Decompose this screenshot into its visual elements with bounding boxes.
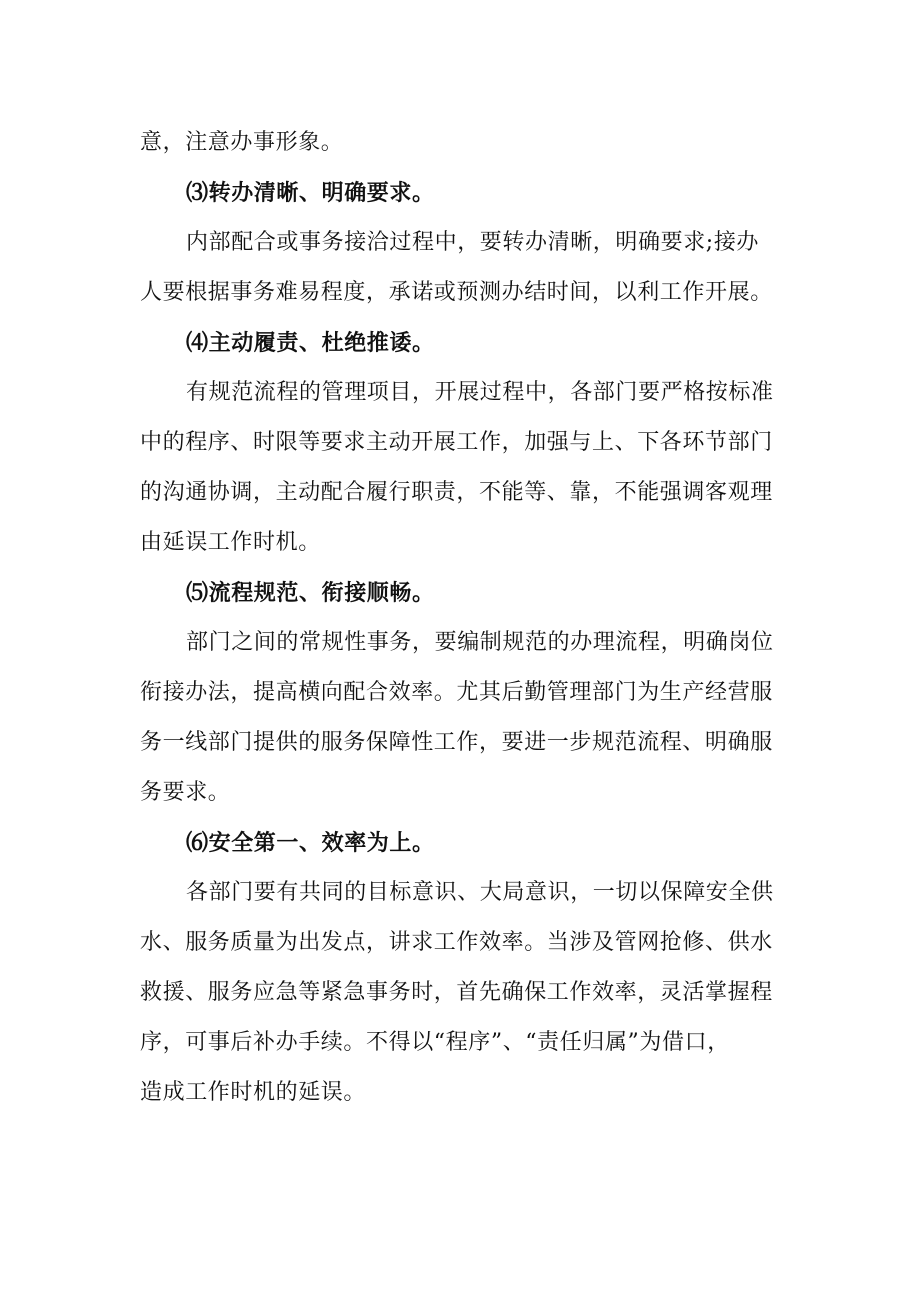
section-heading-5: ⑸流程规范、衔接顺畅。 bbox=[186, 580, 435, 606]
section-heading-6: ⑹安全第一、效率为上。 bbox=[186, 830, 435, 856]
section-6-line-1: 各部门要有共同的目标意识、大局意识，一切以保障安全供 bbox=[186, 880, 774, 905]
section-3-line-1: 内部配合或事务接洽过程中，要转办清晰，明确要求;接办 bbox=[186, 230, 760, 255]
section-6-line-4: 序，可事后补办手续。不得以“程序”、“责任归属”为借口， bbox=[140, 1030, 730, 1055]
section-4-line-2: 中的程序、时限等要求主动开展工作，加强与上、下各环节部门 bbox=[140, 430, 773, 455]
section-5-line-2: 衔接办法，提高横向配合效率。尤其后勤管理部门为生产经营服 bbox=[140, 680, 773, 705]
section-3-line-2: 人要根据事务难易程度，承诺或预测办结时间，以利工作开展。 bbox=[140, 280, 773, 305]
section-4-line-3: 的沟通协调，主动配合履行职责，不能等、靠，不能强调客观理 bbox=[140, 480, 773, 505]
section-heading-3: ⑶转办清晰、明确要求。 bbox=[186, 180, 435, 206]
section-5-line-4: 务要求。 bbox=[140, 780, 231, 805]
section-heading-4: ⑷主动履责、杜绝推诿。 bbox=[186, 330, 435, 356]
section-6-line-3: 救援、服务应急等紧急事务时，首先确保工作效率，灵活掌握程 bbox=[140, 980, 773, 1005]
continuation-line: 意，注意办事形象。 bbox=[140, 130, 344, 155]
section-6-line-5: 造成工作时机的延误。 bbox=[140, 1080, 367, 1105]
section-6-line-2: 水、服务质量为出发点，讲求工作效率。当涉及管网抢修、供水 bbox=[140, 930, 773, 955]
section-4-line-4: 由延误工作时机。 bbox=[140, 530, 321, 555]
section-5-line-3: 务一线部门提供的服务保障性工作，要进一步规范流程、明确服 bbox=[140, 730, 773, 755]
section-4-line-1: 有规范流程的管理项目，开展过程中，各部门要严格按标准 bbox=[186, 380, 774, 405]
section-5-line-1: 部门之间的常规性事务，要编制规范的办理流程，明确岗位 bbox=[186, 630, 774, 655]
